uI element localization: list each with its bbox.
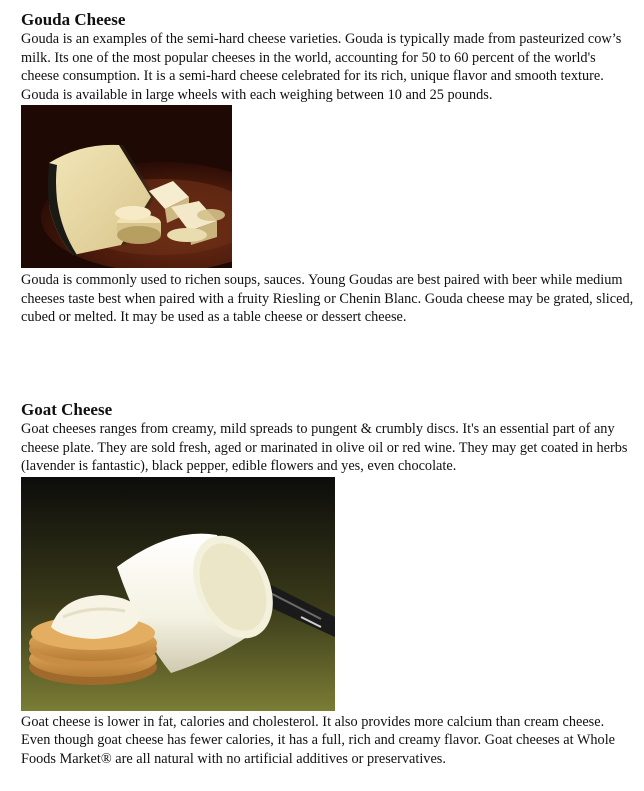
gouda-title: Gouda Cheese: [21, 10, 126, 29]
goat-section: [21, 400, 635, 768]
goat-title: Goat Cheese: [21, 400, 113, 419]
gouda-details: Gouda is commonly used to richen soups, sauces. Young Goudas are best paired with beer while medium cheeses taste best when paired with a fruity Riesling or Chenin Blanc. Gouda cheese may be grated, sliced, cubed or melted. It may be used as a table cheese or dessert cheese.: [21, 272, 634, 325]
gouda-intro: Gouda is an examples of the semi-hard cheese varieties. Gouda is typically made from pasteurized cow’s milk. Its one of the most popular cheeses in the world, accounting for 50 to 60 percent of the world's cheese consumption. It is a semi-hard cheese celebrated for its rich, unique flavor and smooth texture. Gouda is available in large wheels with each weighing between 10 and 25 pounds.: [21, 31, 622, 103]
goat-details: Goat cheese is lower in fat, calories and cholesterol. It also provides more calcium than cream cheese. Even though goat cheese has fewer calories, it has a full, rich and creamy flavor. Goat cheeses at Whole Foods Market® are all natural with no artificial additives or preservatives.: [21, 713, 616, 767]
goat-cheese-photo: [21, 477, 335, 711]
goat-intro: Goat cheeses ranges from creamy, mild spreads to pungent & crumbly discs. It's an essential part of any cheese plate. They are sold fresh, aged or marinated in olive oil or red wine. They may get coated in herbs (lavender is fantastic), black pepper, edible flowers and yes, even chocolate.: [21, 421, 628, 474]
gouda-cheese-photo: [21, 105, 232, 268]
gouda-section: [21, 10, 635, 327]
